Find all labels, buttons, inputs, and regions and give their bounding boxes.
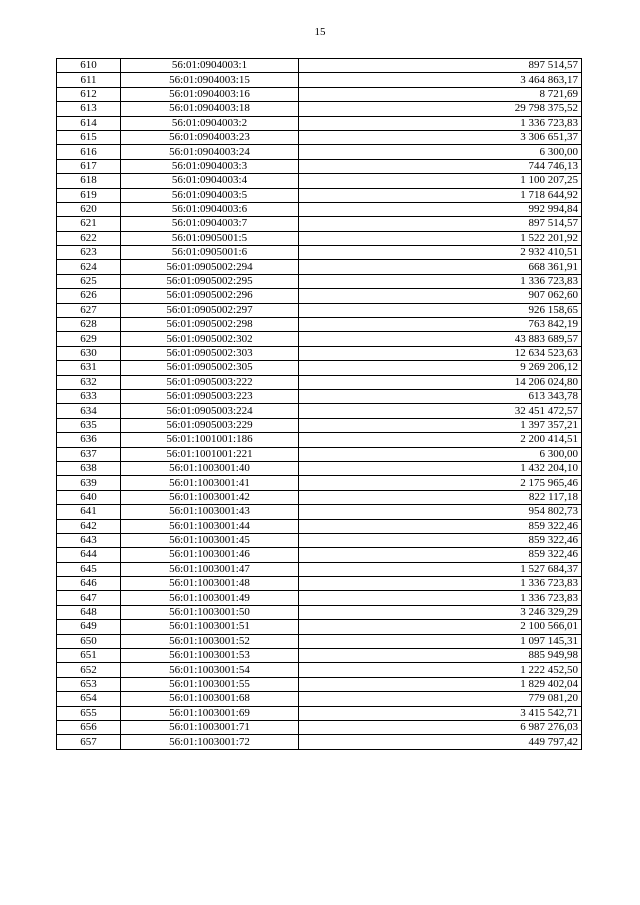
row-number-cell: 642 — [57, 519, 121, 533]
table-row — [57, 145, 582, 159]
cadastral-value-table — [56, 58, 582, 750]
row-number-cell: 653 — [57, 677, 121, 691]
cadastral-value-cell: 1 527 684,37 — [299, 562, 582, 576]
row-number-cell: 621 — [57, 217, 121, 231]
cadastral-value-cell: 668 361,91 — [299, 260, 582, 274]
table-row — [57, 274, 582, 288]
cadastral-number-cell: 56:01:1003001:44 — [121, 519, 299, 533]
table-row — [57, 577, 582, 591]
table-row — [57, 174, 582, 188]
table-row — [57, 461, 582, 475]
cadastral-value-cell: 32 451 472,57 — [299, 404, 582, 418]
row-number-cell: 652 — [57, 663, 121, 677]
row-number-cell: 610 — [57, 59, 121, 73]
cadastral-number-cell: 56:01:1003001:52 — [121, 634, 299, 648]
table-row — [57, 562, 582, 576]
cadastral-value-cell: 449 797,42 — [299, 735, 582, 749]
table-row — [57, 159, 582, 173]
row-number-cell: 623 — [57, 246, 121, 260]
page-number: 15 — [314, 26, 326, 38]
table-row — [57, 246, 582, 260]
table-row — [57, 404, 582, 418]
row-number-cell: 626 — [57, 289, 121, 303]
cadastral-number-cell: 56:01:1003001:47 — [121, 562, 299, 576]
table-row — [57, 59, 582, 73]
table-row — [57, 519, 582, 533]
row-number-cell: 637 — [57, 447, 121, 461]
cadastral-value-cell: 9 269 206,12 — [299, 361, 582, 375]
cadastral-value-cell: 6 300,00 — [299, 447, 582, 461]
row-number-cell: 613 — [57, 102, 121, 116]
row-number-cell: 656 — [57, 720, 121, 734]
row-number-cell: 649 — [57, 620, 121, 634]
table-row — [57, 634, 582, 648]
cadastral-number-cell: 56:01:0905002:295 — [121, 274, 299, 288]
row-number-cell: 633 — [57, 389, 121, 403]
cadastral-number-cell: 56:01:1003001:50 — [121, 605, 299, 619]
row-number-cell: 630 — [57, 346, 121, 360]
cadastral-value-cell: 1 336 723,83 — [299, 577, 582, 591]
cadastral-value-cell: 1 336 723,83 — [299, 116, 582, 130]
row-number-cell: 629 — [57, 332, 121, 346]
row-number-cell: 625 — [57, 274, 121, 288]
cadastral-number-cell: 56:01:1003001:42 — [121, 490, 299, 504]
cadastral-number-cell: 56:01:1003001:40 — [121, 461, 299, 475]
row-number-cell: 646 — [57, 577, 121, 591]
row-number-cell: 648 — [57, 605, 121, 619]
cadastral-value-cell: 2 175 965,46 — [299, 476, 582, 490]
cadastral-value-cell: 613 343,78 — [299, 389, 582, 403]
row-number-cell: 636 — [57, 433, 121, 447]
cadastral-number-cell: 56:01:1003001:43 — [121, 505, 299, 519]
row-number-cell: 631 — [57, 361, 121, 375]
table-row — [57, 389, 582, 403]
row-number-cell: 615 — [57, 130, 121, 144]
cadastral-number-cell: 56:01:0905002:296 — [121, 289, 299, 303]
row-number-cell: 622 — [57, 231, 121, 245]
cadastral-number-cell: 56:01:0905002:302 — [121, 332, 299, 346]
cadastral-number-cell: 56:01:1003001:55 — [121, 677, 299, 691]
cadastral-value-cell: 3 415 542,71 — [299, 706, 582, 720]
cadastral-value-cell: 1 432 204,10 — [299, 461, 582, 475]
cadastral-value-cell: 954 802,73 — [299, 505, 582, 519]
cadastral-value-cell: 12 634 523,63 — [299, 346, 582, 360]
row-number-cell: 616 — [57, 145, 121, 159]
row-number-cell: 651 — [57, 649, 121, 663]
cadastral-value-cell: 859 322,46 — [299, 548, 582, 562]
cadastral-number-cell: 56:01:0905001:6 — [121, 246, 299, 260]
cadastral-value-cell: 2 100 566,01 — [299, 620, 582, 634]
cadastral-number-cell: 56:01:0904003:15 — [121, 73, 299, 87]
cadastral-number-cell: 56:01:1003001:69 — [121, 706, 299, 720]
cadastral-value-cell: 3 306 651,37 — [299, 130, 582, 144]
row-number-cell: 645 — [57, 562, 121, 576]
row-number-cell: 644 — [57, 548, 121, 562]
cadastral-value-cell: 6 300,00 — [299, 145, 582, 159]
cadastral-number-cell: 56:01:1003001:51 — [121, 620, 299, 634]
row-number-cell: 635 — [57, 418, 121, 432]
cadastral-number-cell: 56:01:0904003:16 — [121, 87, 299, 101]
cadastral-number-cell: 56:01:0905002:297 — [121, 303, 299, 317]
row-number-cell: 638 — [57, 461, 121, 475]
cadastral-value-cell: 43 883 689,57 — [299, 332, 582, 346]
table-row — [57, 318, 582, 332]
cadastral-value-cell: 859 322,46 — [299, 533, 582, 547]
row-number-cell: 632 — [57, 375, 121, 389]
table-row — [57, 433, 582, 447]
table-body — [57, 59, 582, 750]
row-number-cell: 618 — [57, 174, 121, 188]
cadastral-number-cell: 56:01:1003001:54 — [121, 663, 299, 677]
cadastral-number-cell: 56:01:1003001:53 — [121, 649, 299, 663]
cadastral-value-cell: 8 721,69 — [299, 87, 582, 101]
table-row — [57, 188, 582, 202]
cadastral-value-cell: 1 336 723,83 — [299, 274, 582, 288]
table-row — [57, 102, 582, 116]
table-row — [57, 87, 582, 101]
table-row — [57, 735, 582, 749]
cadastral-number-cell: 56:01:0905001:5 — [121, 231, 299, 245]
row-number-cell: 634 — [57, 404, 121, 418]
table-row — [57, 505, 582, 519]
cadastral-value-cell: 1 100 207,25 — [299, 174, 582, 188]
cadastral-number-cell: 56:01:1003001:49 — [121, 591, 299, 605]
cadastral-number-cell: 56:01:0904003:5 — [121, 188, 299, 202]
table-row — [57, 303, 582, 317]
table-row — [57, 447, 582, 461]
cadastral-number-cell: 56:01:0905003:222 — [121, 375, 299, 389]
cadastral-number-cell: 56:01:0904003:4 — [121, 174, 299, 188]
table-row — [57, 231, 582, 245]
cadastral-value-cell: 897 514,57 — [299, 59, 582, 73]
table-row — [57, 116, 582, 130]
cadastral-number-cell: 56:01:1003001:68 — [121, 692, 299, 706]
cadastral-number-cell: 56:01:0904003:24 — [121, 145, 299, 159]
table-row — [57, 720, 582, 734]
cadastral-number-cell: 56:01:1003001:41 — [121, 476, 299, 490]
table-row — [57, 217, 582, 231]
cadastral-value-cell: 1 336 723,83 — [299, 591, 582, 605]
table-row — [57, 130, 582, 144]
cadastral-number-cell: 56:01:0904003:2 — [121, 116, 299, 130]
cadastral-value-cell: 1 222 452,50 — [299, 663, 582, 677]
table-row — [57, 332, 582, 346]
table-row — [57, 533, 582, 547]
cadastral-number-cell: 56:01:0905002:305 — [121, 361, 299, 375]
row-number-cell: 655 — [57, 706, 121, 720]
cadastral-number-cell: 56:01:0905003:229 — [121, 418, 299, 432]
row-number-cell: 628 — [57, 318, 121, 332]
table-row — [57, 663, 582, 677]
cadastral-number-cell: 56:01:0904003:7 — [121, 217, 299, 231]
cadastral-value-cell: 1 097 145,31 — [299, 634, 582, 648]
row-number-cell: 639 — [57, 476, 121, 490]
cadastral-number-cell: 56:01:1003001:72 — [121, 735, 299, 749]
cadastral-number-cell: 56:01:1003001:46 — [121, 548, 299, 562]
table-row — [57, 677, 582, 691]
table-row — [57, 490, 582, 504]
table-row — [57, 548, 582, 562]
table-row — [57, 476, 582, 490]
table-row — [57, 375, 582, 389]
cadastral-number-cell: 56:01:1001001:221 — [121, 447, 299, 461]
cadastral-value-cell: 3 246 329,29 — [299, 605, 582, 619]
cadastral-number-cell: 56:01:0905002:294 — [121, 260, 299, 274]
cadastral-value-cell: 779 081,20 — [299, 692, 582, 706]
table-row — [57, 260, 582, 274]
row-number-cell: 654 — [57, 692, 121, 706]
table-row — [57, 73, 582, 87]
cadastral-value-cell: 897 514,57 — [299, 217, 582, 231]
table-row — [57, 591, 582, 605]
row-number-cell: 627 — [57, 303, 121, 317]
cadastral-number-cell: 56:01:1001001:186 — [121, 433, 299, 447]
cadastral-value-cell: 14 206 024,80 — [299, 375, 582, 389]
cadastral-number-cell: 56:01:1003001:45 — [121, 533, 299, 547]
row-number-cell: 612 — [57, 87, 121, 101]
table-row — [57, 620, 582, 634]
cadastral-number-cell: 56:01:1003001:48 — [121, 577, 299, 591]
row-number-cell: 617 — [57, 159, 121, 173]
row-number-cell: 640 — [57, 490, 121, 504]
cadastral-number-cell: 56:01:0905003:223 — [121, 389, 299, 403]
row-number-cell: 657 — [57, 735, 121, 749]
table-row — [57, 706, 582, 720]
row-number-cell: 624 — [57, 260, 121, 274]
cadastral-value-cell: 2 200 414,51 — [299, 433, 582, 447]
row-number-cell: 643 — [57, 533, 121, 547]
row-number-cell: 611 — [57, 73, 121, 87]
cadastral-number-cell: 56:01:0905002:298 — [121, 318, 299, 332]
cadastral-value-cell: 1 397 357,21 — [299, 418, 582, 432]
cadastral-value-cell: 2 932 410,51 — [299, 246, 582, 260]
row-number-cell: 650 — [57, 634, 121, 648]
cadastral-number-cell: 56:01:0904003:23 — [121, 130, 299, 144]
cadastral-number-cell: 56:01:0904003:3 — [121, 159, 299, 173]
table-row — [57, 692, 582, 706]
table-row — [57, 289, 582, 303]
row-number-cell: 647 — [57, 591, 121, 605]
cadastral-value-cell: 822 117,18 — [299, 490, 582, 504]
cadastral-value-cell: 926 158,65 — [299, 303, 582, 317]
cadastral-value-cell: 885 949,98 — [299, 649, 582, 663]
row-number-cell: 641 — [57, 505, 121, 519]
cadastral-number-cell: 56:01:0905003:224 — [121, 404, 299, 418]
table-row — [57, 361, 582, 375]
cadastral-number-cell: 56:01:1003001:71 — [121, 720, 299, 734]
cadastral-number-cell: 56:01:0904003:6 — [121, 202, 299, 216]
row-number-cell: 620 — [57, 202, 121, 216]
cadastral-value-cell: 1 522 201,92 — [299, 231, 582, 245]
cadastral-value-cell: 1 718 644,92 — [299, 188, 582, 202]
cadastral-value-cell: 1 829 402,04 — [299, 677, 582, 691]
cadastral-value-cell: 763 842,19 — [299, 318, 582, 332]
cadastral-value-cell: 907 062,60 — [299, 289, 582, 303]
cadastral-number-cell: 56:01:0905002:303 — [121, 346, 299, 360]
table-row — [57, 649, 582, 663]
cadastral-value-cell: 744 746,13 — [299, 159, 582, 173]
table-row — [57, 418, 582, 432]
row-number-cell: 614 — [57, 116, 121, 130]
table-row — [57, 605, 582, 619]
row-number-cell: 619 — [57, 188, 121, 202]
cadastral-value-cell: 3 464 863,17 — [299, 73, 582, 87]
table-row — [57, 346, 582, 360]
table-row — [57, 202, 582, 216]
cadastral-value-cell: 859 322,46 — [299, 519, 582, 533]
cadastral-number-cell: 56:01:0904003:1 — [121, 59, 299, 73]
cadastral-value-cell: 992 994,84 — [299, 202, 582, 216]
cadastral-number-cell: 56:01:0904003:18 — [121, 102, 299, 116]
cadastral-value-cell: 6 987 276,03 — [299, 720, 582, 734]
cadastral-value-cell: 29 798 375,52 — [299, 102, 582, 116]
